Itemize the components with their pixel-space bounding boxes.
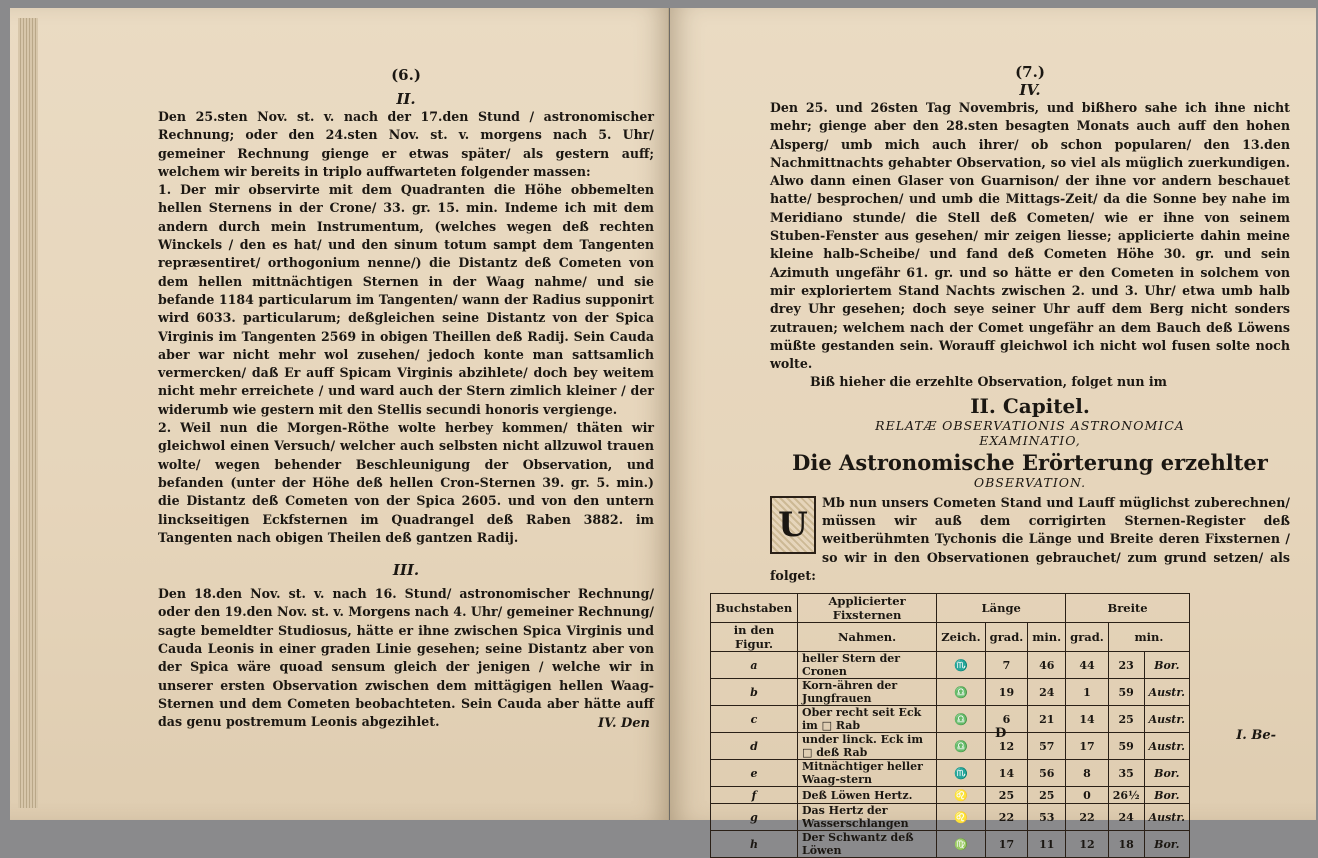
table-cell-letter: f: [711, 787, 798, 804]
table-cell-dir: Bor.: [1144, 760, 1189, 787]
table-cell-name: heller Stern der Cronen: [797, 652, 936, 679]
table-cell-bgrad: 8: [1066, 760, 1109, 787]
chapter-heading: II. Capitel.: [970, 393, 1090, 418]
table-cell-letter: g: [711, 804, 798, 831]
table-cell-bgrad: 0: [1066, 787, 1109, 804]
paragraph: Den 25. und 26sten Tag Novembris, und bißhero sahe ich ihne nicht mehr; gienge aber den 28.sten besagten Monats auch auff den hohen Alsperg/ umb mich auch ihrer/ ob schon popularen/ den 13.den Nachmittnachts gehabter Observation, so viel als müglich zuerkundigen. Alwo dann einen Glaser von Guarnison/ der ihne vor andern beschauet hatte/ besprochen/ und umb die Mittags-Zeit/ da die Sonne bey nahe im Meridiano stunde/ die Stell deß Cometen/ wie er ihne von seinem Stuben-Fenster aus gesehen/ mir zeigen liesse; applicierte dahin meine kleine halb-Scheibe/ und fand deß Cometen Höhe 30. gr. und sein Azimuth ungefähr 61. gr. und so hätte er den Cometen in solchem von mir exploriertem Stand Nachts zwischen 2. und 3. Uhr/ etwa umb halb drey Uhr gesehen; doch seye seiner Uhr auff dem Berg nicht sonders zutrauen; welchem nach der Comet ungefähr an dem Bauch deß Löwens müßte gestanden sein. Worauff gleichwol ich nicht wol fusen solte noch wolte.: [770, 100, 1290, 372]
table-cell-bgrad: 12: [1066, 831, 1109, 858]
table-header: Nahmen.: [797, 623, 936, 652]
table-cell-grad: 22: [985, 804, 1028, 831]
table-header: min.: [1108, 623, 1189, 652]
table-row: [711, 804, 1190, 831]
page-header-left: (6.): [391, 66, 421, 84]
book-spread: [10, 8, 1316, 858]
table-cell-name: Mitnächtiger heller Waag-stern: [797, 760, 936, 787]
table-row: [711, 733, 1190, 760]
section-number: IV.: [1019, 81, 1041, 99]
table-header: min.: [1028, 623, 1066, 652]
table-header: Zeich.: [937, 623, 985, 652]
table-row: [711, 787, 1190, 804]
table-cell-name: Der Schwantz deß Löwen: [797, 831, 936, 858]
table-cell-bmin: 23: [1108, 652, 1144, 679]
table-cell-min: 57: [1028, 733, 1066, 760]
table-row: [711, 652, 1190, 679]
right-column: [715, 63, 1290, 858]
table-cell-letter: c: [711, 706, 798, 733]
section-number: II.: [396, 90, 416, 108]
section-text: [770, 99, 1290, 392]
table-cell-name: Ober recht seit Eck im □ Rab: [797, 706, 936, 733]
table-row: [711, 831, 1190, 858]
table-cell-name: Das Hertz der Wasserschlangen: [797, 804, 936, 831]
table-cell-bgrad: 14: [1066, 706, 1109, 733]
table-cell-bmin: 59: [1108, 679, 1144, 706]
table-cell-bgrad: 1: [1066, 679, 1109, 706]
star-table: [710, 593, 1190, 858]
paragraph: Mb nun unsers Cometen Stand und Lauff müglichst zuberechnen/ müssen wir auß dem corrigirten Sternen-Register deß weitberühmten Tychonis die Länge und Breite deren Fixsternen / so wir in den Observationen gebrauchet/ zum grund setzen/ als folget:: [770, 494, 1290, 583]
table-cell-letter: h: [711, 831, 798, 858]
table-cell-bmin: 26½: [1108, 787, 1144, 804]
paragraph: 2. Weil nun die Morgen-Röthe wolte herbey kommen/ thäten wir gleichwol einen Versuch/ welcher auch selbsten nicht allzuwol trauen wolte/ wegen behender Beschleunigung der Observation, und befanden (unter der Höhe deß hellen Cron-Sternen 39. gr. 5. min.) die Distantz deß Cometen von der Spica 2605. und von den untern linckseitigen Eckfsternen im Quadrangel deß Raben 3882. im Tangenten nach obigen Theilen deß gantzen Radij.: [158, 420, 654, 545]
table-cell-bmin: 25: [1108, 706, 1144, 733]
table-cell-min: 11: [1028, 831, 1066, 858]
table-cell-dir: Bor.: [1144, 831, 1189, 858]
table-cell-dir: Bor.: [1144, 787, 1189, 804]
latin-heading: RELATÆ OBSERVATIONIS ASTRONOMICA: [875, 417, 1185, 433]
table-cell-grad: 14: [985, 760, 1028, 787]
table-row: [711, 760, 1190, 787]
catchword-left: IV. Den: [598, 716, 650, 731]
latin-heading: OBSERVATION.: [973, 474, 1087, 490]
table-cell-min: 24: [1028, 679, 1066, 706]
table-row: [711, 679, 1190, 706]
table-header: Applicierter Fixsternen: [797, 594, 936, 623]
left-column: [158, 66, 654, 732]
table-cell-letter: d: [711, 733, 798, 760]
table-cell-sign: ♌: [937, 787, 985, 804]
table-cell-bmin: 18: [1108, 831, 1144, 858]
page-edges: [18, 18, 38, 808]
table-cell-bgrad: 22: [1066, 804, 1109, 831]
table-cell-name: Korn-ähren der Jungfrauen: [797, 679, 936, 706]
paragraph: 1. Der mir observirte mit dem Quadranten die Höhe obbemelten hellen Sternens in der Crone/ 33. gr. 15. min. Indeme ich mit dem andern durch mein Instrumentum, (welches wegen deß rechten Winckels / den es hat/ und den sinum totum sampt dem Tangenten repræsentiret/ orthogonium nenne/) die Distantz deß Cometen von dem hellen mittnächtigen Sternen in der Waag nahme/ und sie befande 1184 particularum im Tangenten/ wann der Radius supponirt wird 6033. particularum; deßgleichen seine Distantz von der Spica Virginis im Tangenten 2569 in obigen Theillen deß Radij. Sein Cauda aber war nicht mehr wol zusehen/ jedoch konte man sattsamlich vermercken/ daß Er auff Spicam Virginis abzihlete/ doch bey weitem nicht mehr erreichete / und ward auch der Stern zimlich kleiner / der widerumb wie gestern mit den Stellis secundi honoris vergienge.: [158, 182, 654, 417]
table-cell-name: Deß Löwen Hertz.: [797, 787, 936, 804]
right-page: [670, 8, 1316, 858]
table-cell-sign: ♌: [937, 804, 985, 831]
table-cell-sign: ♏: [937, 652, 985, 679]
table-cell-grad: 7: [985, 652, 1028, 679]
table-cell-sign: ♍: [937, 831, 985, 858]
table-header: grad.: [985, 623, 1028, 652]
transition-line: Biß hieher die erzehlte Observation, folget nun im: [810, 374, 1167, 390]
drop-cap: U: [770, 496, 816, 554]
page-header-right: (7.): [1015, 63, 1045, 81]
table-cell-name: under linck. Eck im □ deß Rab: [797, 733, 936, 760]
left-page: [10, 8, 669, 820]
table-cell-sign: ♎: [937, 706, 985, 733]
table-cell-bmin: 24: [1108, 804, 1144, 831]
latin-heading: EXAMINATIO,: [979, 432, 1081, 448]
table-cell-bmin: 59: [1108, 733, 1144, 760]
table-cell-grad: 25: [985, 787, 1028, 804]
table-cell-min: 56: [1028, 760, 1066, 787]
german-title: Die Astronomische Erörterung erzehlter: [792, 449, 1268, 475]
paragraph: Den 25.sten Nov. st. v. nach der 17.den Stund / astronomischer Rechnung; oder den 24.sten Nov. st. v. morgens nach 5. Uhr/ gemeiner Rechnung gienge er etwas später/ als gestern auff; welchem wir bereits in triplo auffwarteten folgender massen:: [158, 109, 654, 179]
table-cell-sign: ♎: [937, 733, 985, 760]
table-cell-bgrad: 17: [1066, 733, 1109, 760]
table-cell-grad: 19: [985, 679, 1028, 706]
table-cell-sign: ♎: [937, 679, 985, 706]
table-header: Buchstaben: [711, 594, 798, 623]
catchword-right: I. Be-: [1236, 728, 1276, 743]
table-cell-bgrad: 44: [1066, 652, 1109, 679]
section-text: [158, 108, 654, 547]
paragraph: Den 18.den Nov. st. v. nach 16. Stund/ astronomischer Rechnung/ oder den 19.den Nov. st. v. Morgens nach 4. Uhr/ gemeiner Rechnung/ sagte bemeldter Studiosus, hätte er ihne zwischen Spica Virginis und Cauda Leonis in einer graden Linie gesehen; seine Distantz aber von der Spica wäre quoad sensum gleich der jenigen / welche wir in unserer ersten Observation zwischen dem mittägigen hellen Waag-Sternen und dem Cometen beobachteten. Sein Cauda aber hätte auff das genu postremum Leonis abgezihlet.: [158, 586, 654, 730]
table-cell-min: 53: [1028, 804, 1066, 831]
table-header: Breite: [1066, 594, 1190, 623]
table-cell-sign: ♏: [937, 760, 985, 787]
table-header: Länge: [937, 594, 1066, 623]
table-header: in den Figur.: [711, 623, 798, 652]
table-cell-dir: Austr.: [1144, 733, 1189, 760]
table-row: [711, 706, 1190, 733]
table-cell-dir: Austr.: [1144, 679, 1189, 706]
table-cell-grad: 12: [985, 733, 1028, 760]
table-cell-grad: 6: [985, 706, 1028, 733]
table-header: grad.: [1066, 623, 1109, 652]
table-cell-min: 46: [1028, 652, 1066, 679]
table-cell-bmin: 35: [1108, 760, 1144, 787]
intro-text: [770, 494, 1290, 585]
table-cell-min: 21: [1028, 706, 1066, 733]
section-text: [158, 585, 654, 731]
signature-mark: D: [995, 726, 1007, 741]
table-cell-dir: Austr.: [1144, 706, 1189, 733]
table-cell-letter: b: [711, 679, 798, 706]
table-cell-min: 25: [1028, 787, 1066, 804]
table-cell-grad: 17: [985, 831, 1028, 858]
table-cell-letter: e: [711, 760, 798, 787]
table-cell-letter: a: [711, 652, 798, 679]
section-number: III.: [392, 561, 420, 580]
table-cell-dir: Austr.: [1144, 804, 1189, 831]
table-cell-dir: Bor.: [1144, 652, 1189, 679]
